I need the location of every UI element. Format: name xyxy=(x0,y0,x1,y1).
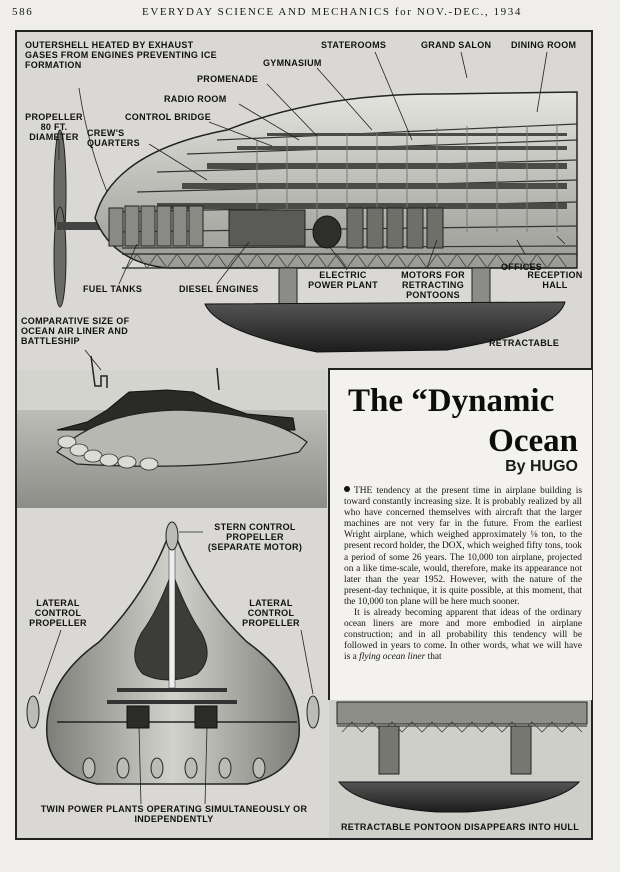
label-outershell: OUTERSHELL HEATED BY EXHAUST GASES FROM ENGINES PREVENTING ICE FORMATION xyxy=(25,40,217,70)
article-paragraph-2: It is already becoming apparent that ideas of the ordinary ocean liners are more and more embodied in airplane construction; and in all probability this tendency will be followed in years to come. In other words, what we will have is a flying ocean liner that xyxy=(344,608,582,663)
label-retractable: RETRACTABLE xyxy=(489,338,560,348)
label-comparative-size: COMPARATIVE SIZE OF OCEAN AIR LINER AND BATTLESHIP xyxy=(21,316,130,346)
detail-hull-bottom xyxy=(337,702,587,724)
label-lateral-left: LATERAL CONTROL PROPELLER xyxy=(29,598,87,628)
label-lateral-right: LATERAL CONTROL PROPELLER xyxy=(242,598,300,628)
detail-strut-right xyxy=(511,726,531,774)
power-plant-left xyxy=(127,706,149,728)
label-grand-salon: GRAND SALON xyxy=(421,40,492,50)
label-dining-room: DINING ROOM xyxy=(511,40,577,50)
article-title-line1: The “Dynamic xyxy=(348,383,555,419)
article-body xyxy=(344,486,582,664)
comparison-scene xyxy=(17,350,327,508)
label-diesel-engines: DIESEL ENGINES xyxy=(179,284,259,294)
bullet-icon xyxy=(344,486,350,492)
label-gymnasium: GYMNASIUM xyxy=(263,58,322,68)
lateral-propeller-left xyxy=(27,696,39,728)
detail-strut-left xyxy=(379,726,399,774)
label-promenade: PROMENADE xyxy=(197,74,259,84)
label-electric-power-plant: ELECTRIC POWER PLANT xyxy=(308,270,378,290)
storage-cylinders xyxy=(347,208,443,248)
plan-central-spine xyxy=(169,538,175,688)
label-reception-hall: RECEPTION HALL xyxy=(527,270,583,290)
label-staterooms: STATEROOMS xyxy=(321,40,387,50)
electric-power-plant xyxy=(313,216,341,248)
label-stern-control: STERN CONTROL PROPELLER (SEPARATE MOTOR) xyxy=(207,522,303,552)
propeller-shaft xyxy=(57,222,103,230)
stern-propeller xyxy=(166,522,178,550)
article-paragraph-1: THE tendency at the present time in airplane building is toward constantly increasing size. It is probably realized by all who have concerned themselves with aircraft that the larger machines are not very far in the future. From the earliest Wright airplane, which weighed approximately ⅛ ton, to the present record holder, the DOX, which weighed fifty tons, took a period of some 26 years. The 10,000 ton airplane, projected on a like time-scale, would, therefore, make its appearance not later than the year 1952. However, with the nature of the present-day technique, it is quite possible, at this moment, that the 10,000 ton plane will be here much sooner. xyxy=(344,486,582,607)
power-plant-right xyxy=(195,706,217,728)
label-motors-pontoons: MOTORS FOR RETRACTING PONTOONS xyxy=(401,270,465,300)
pontoon-detail xyxy=(329,698,591,838)
diesel-engines xyxy=(229,210,305,246)
label-fuel-tanks: FUEL TANKS xyxy=(83,284,143,294)
plan-view xyxy=(17,508,327,836)
page-number: 586 xyxy=(12,6,34,18)
cutaway-airliner xyxy=(54,52,577,352)
article-box xyxy=(328,368,592,700)
label-twin-power: TWIN POWER PLANTS OPERATING SIMULTANEOUSLY OR INDEPENDENTLY xyxy=(40,804,308,824)
label-crews-quarters: CREW'S QUARTERS xyxy=(87,128,140,148)
pontoon-strut-right xyxy=(472,268,490,304)
running-title: EVERYDAY SCIENCE AND MECHANICS for NOV.-DEC., 1934 xyxy=(142,6,522,18)
label-control-bridge: CONTROL BRIDGE xyxy=(125,112,212,122)
running-header xyxy=(12,6,608,20)
lateral-propeller-right xyxy=(307,696,319,728)
label-propeller: PROPELLER 80 FT. DIAMETER xyxy=(25,112,83,142)
article-byline: By HUGO xyxy=(505,458,578,475)
label-pontoon-caption: RETRACTABLE PONTOON DISAPPEARS INTO HULL xyxy=(340,822,579,832)
label-radio-room: RADIO ROOM xyxy=(164,94,227,104)
article-title-line2: Ocean xyxy=(488,423,578,459)
pontoon-strut-left xyxy=(279,268,297,304)
label-offices: OFFICES xyxy=(501,262,543,272)
